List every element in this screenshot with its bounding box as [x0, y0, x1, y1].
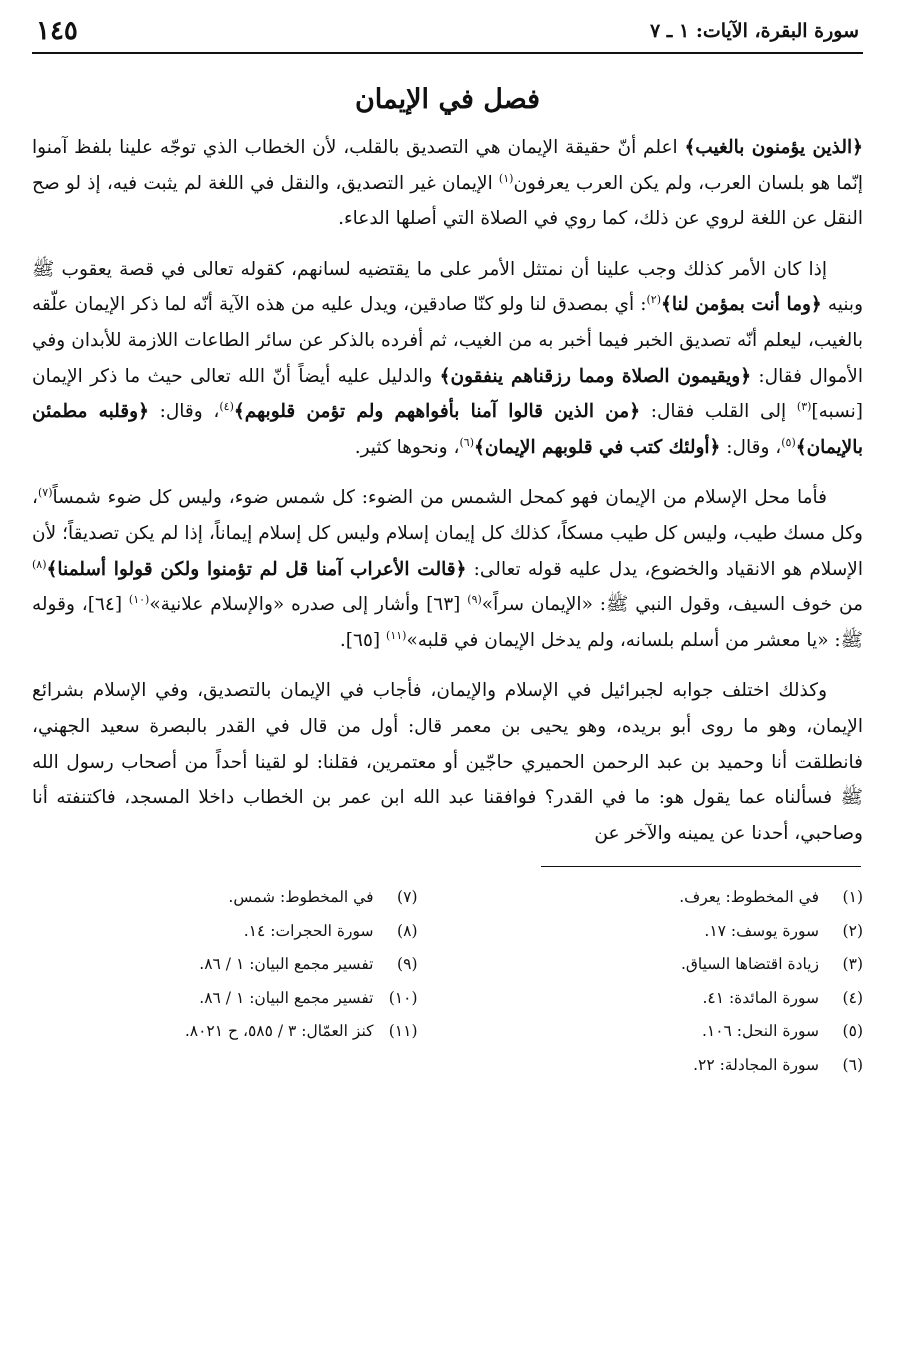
- text-run: ، ونحوها كثير.: [354, 436, 460, 458]
- footnote-ref: (٥): [781, 435, 796, 449]
- footnote-item: [478, 881, 864, 915]
- footnote-ref: (٦): [459, 435, 474, 449]
- footnote-text: زيادة اقتضاها السياق.: [680, 955, 819, 974]
- footnote-ref: (٨): [32, 557, 47, 571]
- footnote-number: (٢): [842, 921, 863, 940]
- quran-quote: ﴿من الذين قالوا آمنا بأفواههم ولم تؤمن قلوبهم﴾: [233, 401, 641, 423]
- text-run: وكذلك اختلف جوابه لجبرائيل في الإسلام والإيمان، فأجاب في الإيمان بالتصديق، وفي الإسلام بشرائع الإيمان، وهو ما روى أبو بريده، وهو يحيى بن معمر قال: أول من قال في القدر بالبصرة سعيد الجهني، فانطلقت أنا وحميد بن عبد الرحمن الحميري حاجّين أو معتمرين، فقلنا: لو لقينا أحداً من أصحاب رسول الله ﷺ فسألناه عما يقول هو: ما في القدر؟ فوافقنا عبد الله ابن عمر بن الخطاب داخلا المسجد، فاكتنفته أنا وصاحبي، أحدنا عن يمينه والآخر عن: [32, 680, 863, 844]
- footnote-number: (٦): [842, 1055, 863, 1074]
- paragraph-1: [32, 130, 863, 237]
- footnote-ref: (٧): [37, 486, 53, 500]
- footnote-number: (١٠): [388, 988, 418, 1007]
- footnote-ref: (٣): [796, 400, 812, 413]
- text-run: إذا كان الأمر كذلك وجب علينا أن نمتثل الأمر على ما يقتضيه لسانهم، كقوله تعالى في قصة يعقوب ﷺ وبنيه: [32, 258, 864, 316]
- footnote-ref: (١٠): [128, 592, 150, 606]
- quran-quote: ﴿قالت الأعراب آمنا قل لم تؤمنوا ولكن قولوا أسلمنا﴾: [46, 558, 467, 580]
- footnote-item: [478, 1049, 864, 1083]
- footnote-item: [32, 915, 418, 949]
- text-run: [٦٥].: [339, 629, 387, 651]
- footnote-number: (٤): [842, 988, 863, 1007]
- text-run: ، وقال:: [148, 401, 220, 423]
- quran-quote: ﴿أولئك كتب في قلوبهم الإيمان﴾: [473, 436, 721, 458]
- footnote-ref: (٤): [219, 400, 234, 413]
- footnote-number: (٧): [397, 888, 418, 907]
- paragraph-3: [32, 480, 863, 658]
- footnote-text: تفسير مجمع البيان: ١ / ٨٦.: [199, 988, 374, 1007]
- text-run: اعلم أنّ حقيقة الإيمان هي التصديق بالقلب، لأن الخطاب الذي توجّه علينا بلفظ آمنوا إنّما هو بلسان العرب، ولم يكن العرب يعرفون: [32, 137, 863, 194]
- footnote-item: [478, 948, 864, 982]
- footnote-ref: (٢): [646, 293, 661, 307]
- footnotes: [32, 881, 863, 1082]
- footnote-ref: (١١): [386, 628, 407, 642]
- quran-quote: ﴿ويقيمون الصلاة ومما رزقناهم ينفقون﴾: [439, 365, 752, 387]
- footnote-item: [32, 948, 418, 982]
- footnote-text: في المخطوط: شمس.: [228, 888, 374, 907]
- footnote-item: [32, 982, 418, 1016]
- text-run: [٦٤]، وقوله ﷺ: «يا معشر من أسلم بلسانه، ولم يدخل الإيمان في قلبه»: [32, 594, 863, 651]
- page-number: ١٤٥: [36, 16, 78, 46]
- running-header-title: سورة البقرة، الآيات: ١ ـ ٧: [649, 20, 859, 42]
- footnote-ref: (٩): [467, 592, 482, 606]
- text-run: والدليل عليه أيضاً أنّ الله تعالى حيث ما ذكر الإيمان [نسبه]: [32, 365, 863, 423]
- footnote-text: سورة الحجرات: ١٤.: [243, 921, 374, 940]
- page: [32, 14, 863, 1372]
- text-run: فأما محل الإسلام من الإيمان فهو كمحل الشمس من الضوء: كل شمس ضوء، وليس كل ضوء شمساً: [52, 487, 827, 509]
- text-run: [٦٣] وأشار إلى صدره «والإسلام علانية»: [149, 594, 468, 616]
- footnote-number: (١١): [388, 1022, 418, 1041]
- section-title: فصل في الإيمان: [354, 84, 541, 115]
- text-run: إلى القلب فقال:: [640, 401, 797, 423]
- footnote-text: تفسير مجمع البيان: ١ / ٨٦.: [199, 955, 374, 974]
- footnote-text: كنز العمّال: ٣ / ٥٨٥، ح ٨٠٢١.: [184, 1022, 374, 1041]
- footnotes-right-column: [478, 881, 864, 1082]
- paragraph-4: [32, 673, 863, 851]
- footnote-item: [32, 881, 418, 915]
- running-header: [32, 14, 863, 54]
- footnote-text: سورة النحل: ١٠٦.: [701, 1022, 819, 1041]
- footnote-number: (٩): [397, 955, 418, 974]
- footnote-item: [478, 1015, 864, 1049]
- footnotes-left-column: [32, 881, 418, 1082]
- footnote-text: سورة يوسف: ١٧.: [704, 921, 819, 940]
- footnote-text: سورة المائدة: ٤١.: [702, 988, 819, 1007]
- paragraph-2: [32, 252, 863, 466]
- footnote-number: (٣): [842, 955, 863, 974]
- text-run: الإيمان غير التصديق، والنقل في اللغة لم يثبت فيه، إذ لو صح النقل عن اللغة لروي عن ذلك، كما روي في الصلاة التي أصلها الدعاء.: [32, 172, 863, 230]
- text-run: من خوف السيف، وقول النبي ﷺ: «الإيمان سراً»: [481, 594, 863, 616]
- text-run: ، وكل مسك طيب، وليس كل طيب مسكاً، كذلك كل إيمان إسلام وليس كل إسلام إيماناً، إذا لم يكن تصديقاً؛ لأن الإسلام هو الانقياد والخضوع، يدل عليه قوله تعالى:: [32, 487, 863, 580]
- text-run: ، وقال:: [720, 436, 782, 458]
- footnote-number: (١): [842, 888, 863, 907]
- text-run: : أي بمصدق لنا ولو كنّا صادقين، ويدل عليه من هذه الآية أنّه لما ذكر الإيمان علّقه بالغيب، ليعلم أنّه تصديق الخبر فيما أخبر به من الغيب، ثم أفرده بالذكر عن سائر الطاعات اللازمة للأبدان وفي الأموال فقال:: [32, 294, 863, 387]
- footnote-number: (٨): [397, 921, 418, 940]
- footnote-item: [32, 1015, 418, 1049]
- footnote-text: سورة المجادلة: ٢٢.: [693, 1055, 819, 1074]
- quran-quote: ﴿وقلبه مطمئن بالإيمان﴾: [32, 401, 863, 458]
- footnote-item: [478, 982, 864, 1016]
- body-text: [32, 130, 863, 851]
- quran-quote: ﴿الذين يؤمنون بالغيب﴾: [684, 137, 864, 158]
- footnote-number: (٥): [842, 1022, 863, 1041]
- quran-quote: ﴿وما أنت بمؤمن لنا﴾: [661, 294, 822, 316]
- footnote-text: في المخطوط: يعرف.: [679, 888, 819, 907]
- footnote-ref: (١): [498, 171, 514, 185]
- footnote-divider: [541, 866, 861, 867]
- footnote-item: [478, 915, 864, 949]
